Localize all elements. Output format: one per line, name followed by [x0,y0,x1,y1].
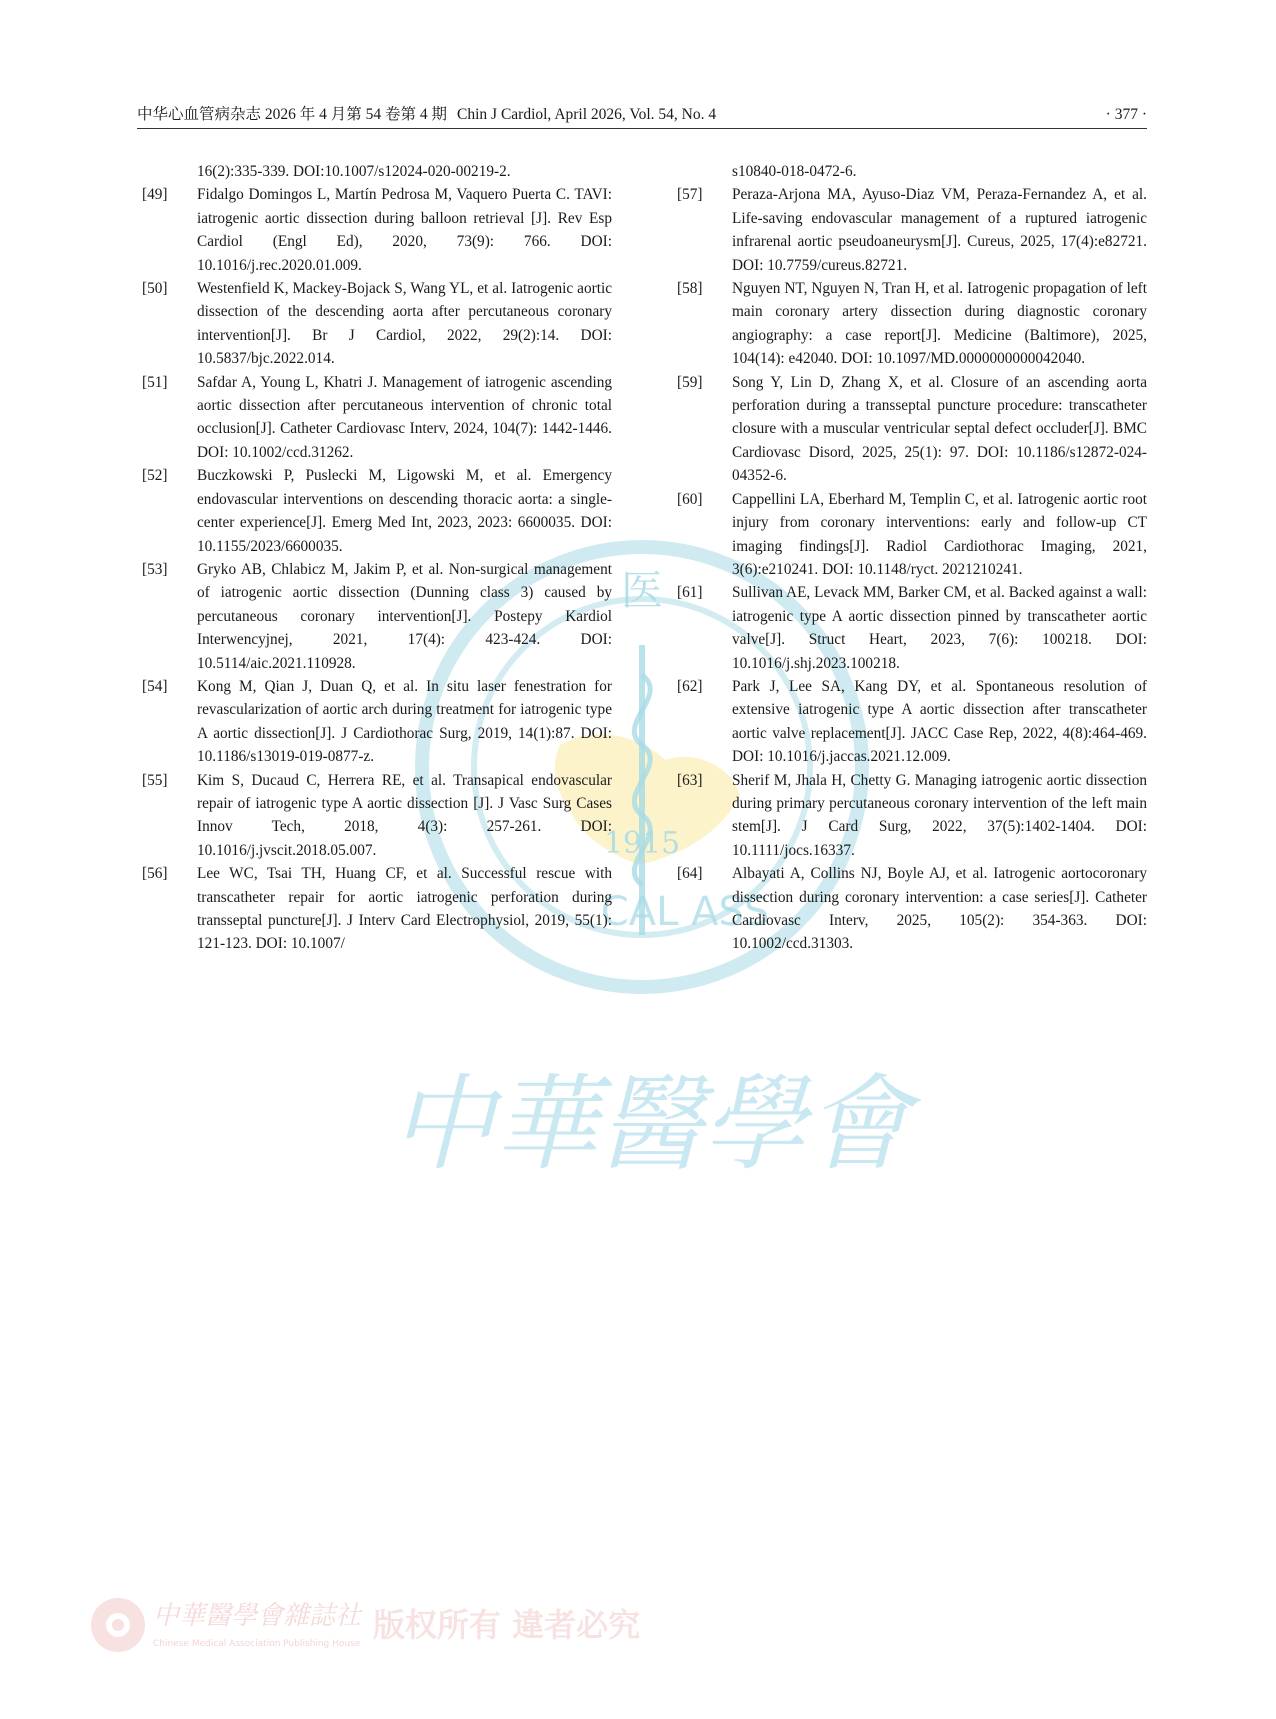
calligraphy-text: 中華醫學會 [389,1063,911,1185]
reference-number: [53] [142,560,168,578]
reference-item [677,862,1147,956]
reference-item [677,277,1147,371]
reference-item [677,371,1147,488]
journal-en: Chin J Cardiol, April 2026, Vol. 54, No. 4 [457,106,717,123]
reference-number: [60] [677,490,703,508]
reference-text: Peraza-Arjona MA, Ayuso-Diaz VM, Peraza-Fernandez A, et al. Life-saving endovascular management of a ruptured iatrogenic infrarenal aortic pseudoaneurysm[J]. Cureus, 2025, 17(4):e82721. DOI: 10.7759/cureus.82721. [732,186,1147,274]
reference-number: [63] [677,771,703,789]
reference-text: Sullivan AE, Levack MM, Barker CM, et al. Backed against a wall: iatrogenic type A aortic dissection pinned by transcatheter aortic valve[J]. Struct Heart, 2023, 7(6): 100218. DOI: 10.1016/j.shj.2023.100218. [732,584,1147,672]
reference-text: Cappellini LA, Eberhard M, Templin C, et al. Iatrogenic aortic root injury from coronary interventions: early and follow-up CT imaging findings[J]. Radiol Cardiothorac Imaging, 2021, 3(6):e210241. DOI: 10.1148/ryct. 2021210241. [732,490,1147,578]
reference-item [142,862,612,956]
reference-text: Park J, Lee SA, Kang DY, et al. Spontaneous resolution of extensive iatrogenic type A aortic dissection after transcatheter aortic valve replacement[J]. JACC Case Rep, 2022, 4(8):464-469. DOI: 10.1016/j.jaccas.2021.12.009. [732,677,1147,766]
reference-number: [52] [142,467,168,485]
reference-text: Song Y, Lin D, Zhang X, et al. Closure of an ascending aorta perforation during a transseptal puncture procedure: transcatheter closure with a muscular ventricular septal defect occluder[J]. BMC Cardiovasc Disord, 2025, 25(1): 97. DOI: 10.1186/s12872-024-04352-6. [732,373,1147,485]
reference-number: [54] [142,677,168,695]
reference-number: [61] [677,584,703,602]
reference-number: [57] [677,186,703,204]
reference-text: Safdar A, Young L, Khatri J. Management of iatrogenic ascending aortic dissection after percutaneous intervention of chronic total occlusion[J]. Catheter Cardiovasc Interv, 2024, 104(7): 1442-1446. DOI: 10.1002/ccd.31262. [197,373,612,461]
reference-text: Kong M, Qian J, Duan Q, et al. In situ laser fenestration for revascularization of aortic arch during treatment for iatrogenic type A aortic dissection[J]. J Cardiothorac Surg, 2019, 14(1):87. DOI: 10.1186/s13019-019-0877-z. [197,677,612,766]
seal-year: 1915 [603,826,681,861]
reference-number: [49] [142,186,168,204]
reference-number: [51] [142,373,168,391]
seal-text: CAL ASS [600,889,770,935]
references-left-column [142,160,612,956]
reference-number: [59] [677,373,703,391]
reference-text: Westenfield K, Mackey-Bojack S, Wang YL, et al. Iatrogenic aortic dissection of the descending aorta after percutaneous coronary intervention[J]. Br J Cardiol, 2022, 29(2):14. DOI: 10.5837/bjc.2022.014. [197,280,612,368]
journal-cn: 中华心血管病杂志 2026 年 4 月第 54 卷第 4 期 [137,106,448,123]
reference-item [677,488,1147,582]
publisher-watermark [85,1590,641,1660]
publisher-name: 中華醫學會雜誌社 [153,1601,362,1631]
reference-continuation: 16(2):335-339. DOI:10.1007/s12024-020-00219-2. [197,163,511,180]
reference-item [677,675,1147,769]
reference-text: Sherif M, Jhala H, Chetty G. Managing iatrogenic aortic dissection during primary percutaneous coronary intervention of the left main stem[J]. J Card Surg, 2022, 37(5):1402-1404. DOI: 10.1111/jocs.16337. [732,771,1147,859]
reference-number: [58] [677,280,703,298]
reference-item [677,769,1147,863]
reference-text: Buczkowski P, Puslecki M, Ligowski M, et al. Emergency endovascular interventions on descending thoracic aorta: a single-center experience[J]. Emerg Med Int, 2023, 2023: 6600035. DOI: 10.1155/2023/6600035. [197,467,612,555]
rights-text: 版权所有 違者必究 [373,1606,641,1644]
calligraphy-watermark [360,1055,940,1185]
journal-citation [137,104,716,126]
reference-item [142,371,612,465]
reference-text: Nguyen NT, Nguyen N, Tran H, et al. Iatrogenic propagation of left main coronary artery dissection during diagnostic coronary angiography: a case report[J]. Medicine (Baltimore), 2025, 104(14): e42040. DOI: 10.1097/MD.0000000000042040. [732,280,1147,368]
reference-text: Albayati A, Collins NJ, Boyle AJ, et al. Iatrogenic aortocoronary dissection during coronary intervention: a case series[J]. Catheter Cardiovasc Interv, 2025, 105(2): 354-363. DOI: 10.1002/ccd.31303. [732,865,1147,953]
reference-item [677,183,1147,277]
reference-item [142,464,612,558]
reference-item [142,769,612,863]
running-header [137,104,1147,129]
reference-item [677,581,1147,675]
reference-text: Lee WC, Tsai TH, Huang CF, et al. Successful rescue with transcatheter repair for aortic iatrogenic perforation during transseptal puncture[J]. J Interv Card Electrophysiol, 2019, 55(1): 121-123. DOI: 10.1007/ [197,865,612,953]
references-right-column [677,160,1147,956]
reference-number: [62] [677,677,703,695]
reference-text: Fidalgo Domingos L, Martín Pedrosa M, Vaquero Puerta C. TAVI: iatrogenic aortic dissection during balloon retrieval [J]. Rev Esp Cardiol (Engl Ed), 2020, 73(9): 766. DOI: 10.1016/j.rec.2020.01.009. [197,186,612,274]
reference-item [142,675,612,769]
reference-text: Kim S, Ducaud C, Herrera RE, et al. Transapical endovascular repair of iatrogenic type A aortic dissection [J]. J Vasc Surg Cases Innov Tech, 2018, 4(3): 257-261. DOI: 10.1016/j.jvscit.2018.05.007. [197,771,612,859]
reference-item [142,277,612,371]
reference-number: [55] [142,771,168,789]
reference-item [142,558,612,675]
reference-continuation: s10840-018-0472-6. [732,163,857,180]
reference-number: [50] [142,280,168,298]
seal-character: 医 [620,566,664,615]
reference-item [142,183,612,277]
page-number: · 377 · [1105,106,1147,123]
publisher-name-en: Chinese Medical Association Publishing House [153,1639,361,1649]
reference-number: [56] [142,865,168,883]
reference-number: [64] [677,865,703,883]
publisher-flower-icon [91,1598,145,1652]
reference-text: Gryko AB, Chlabicz M, Jakim P, et al. Non-surgical management of iatrogenic aortic dissection (Dunning class 3) caused by percutaneous coronary intervention[J]. Postepy Kardiol Interwencyjnej, 2021, 17(4): 423-424. DOI: 10.5114/aic.2021.110928. [197,560,612,672]
